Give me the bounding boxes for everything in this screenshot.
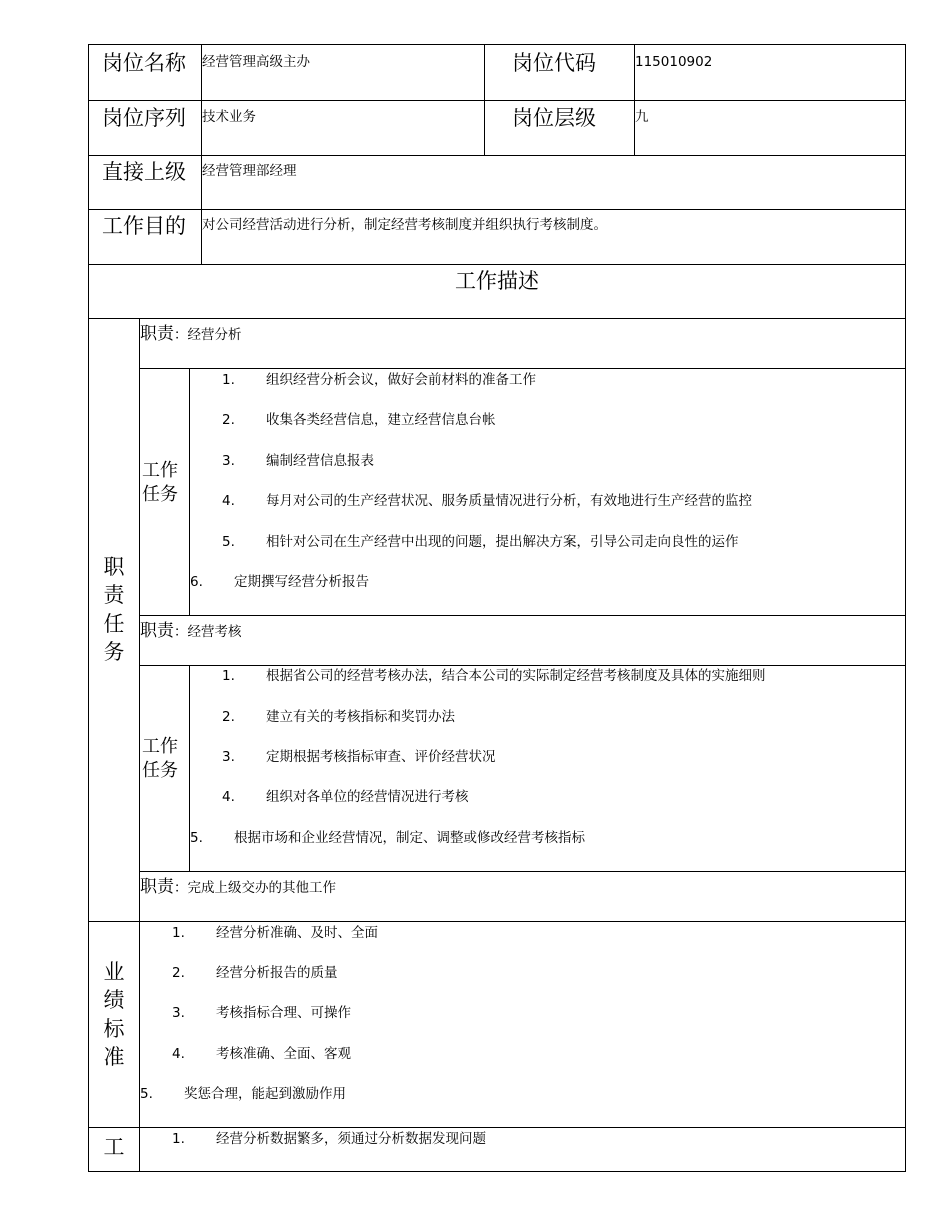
list-item: 6. 定期撰写经营分析报告 bbox=[190, 574, 369, 590]
superior-value: 经营管理部经理 bbox=[202, 163, 297, 179]
duty-title-text: ：经营分析 bbox=[174, 327, 242, 343]
purpose-value: 对公司经营活动进行分析，制定经营考核制度并组织执行考核制度。 bbox=[202, 217, 607, 233]
list-item: 4. 考核准确、全面、客观 bbox=[172, 1046, 351, 1062]
list-item: 3. 编制经营信息报表 bbox=[222, 453, 374, 469]
duty-title-text: ：经营考核 bbox=[174, 624, 242, 640]
list-item: 3. 考核指标合理、可操作 bbox=[172, 1005, 351, 1021]
position-code-value: 115010902 bbox=[635, 54, 713, 70]
list-item: 4. 每月对公司的生产经营状况、服务质量情况进行分析，有效地进行生产经营的监控 bbox=[222, 493, 752, 509]
last-section-label: 工 bbox=[103, 1135, 125, 1159]
list-item: 5. 相针对公司在生产经营中出现的问题，提出解决方案，引导公司走向良性的运作 bbox=[222, 534, 739, 550]
list-item: 1. 组织经营分析会议，做好会前材料的准备工作 bbox=[222, 372, 536, 388]
duties-section-label: 职责任务 bbox=[103, 555, 125, 665]
duty-prefix: 职责 bbox=[140, 324, 174, 344]
list-item: 2. 经营分析报告的质量 bbox=[172, 965, 338, 981]
list-item: 3. 定期根据考核指标审查、评价经营状况 bbox=[222, 749, 496, 765]
duty-title bbox=[140, 326, 242, 343]
task-label: 工作任务 bbox=[142, 460, 178, 506]
performance-label: 业绩标准 bbox=[103, 960, 125, 1070]
superior-label: 直接上级 bbox=[102, 160, 186, 184]
duty-title-text: ：完成上级交办的其他工作 bbox=[174, 880, 336, 896]
position-code-label: 岗位代码 bbox=[512, 51, 596, 75]
position-level-value: 九 bbox=[635, 109, 649, 125]
list-item: 1. 经营分析准确、及时、全面 bbox=[172, 925, 378, 941]
purpose-label: 工作目的 bbox=[102, 214, 186, 238]
duty-prefix: 职责 bbox=[140, 621, 174, 641]
position-level-label: 岗位层级 bbox=[512, 106, 596, 130]
duty-prefix: 职责 bbox=[140, 877, 174, 897]
position-seq-label: 岗位序列 bbox=[102, 106, 186, 130]
position-name-label: 岗位名称 bbox=[102, 51, 186, 75]
list-item: 2. 建立有关的考核指标和奖罚办法 bbox=[222, 709, 455, 725]
position-seq-value: 技术业务 bbox=[202, 109, 256, 125]
duty-title bbox=[140, 879, 336, 896]
list-item: 5. 根据市场和企业经营情况，制定、调整或修改经营考核指标 bbox=[190, 830, 585, 846]
list-item: 4. 组织对各单位的经营情况进行考核 bbox=[222, 789, 469, 805]
description-title: 工作描述 bbox=[455, 269, 539, 293]
list-item: 2. 收集各类经营信息，建立经营信息台帐 bbox=[222, 412, 496, 428]
list-item: 1. 根据省公司的经营考核办法，结合本公司的实际制定经营考核制度及具体的实施细则 bbox=[222, 668, 766, 684]
list-item: 1. 经营分析数据繁多，须通过分析数据发现问题 bbox=[172, 1131, 486, 1147]
list-item: 5. 奖惩合理，能起到激励作用 bbox=[140, 1086, 346, 1102]
duty-title bbox=[140, 623, 242, 640]
position-name-value: 经营管理高级主办 bbox=[202, 54, 310, 70]
task-label: 工作任务 bbox=[142, 736, 178, 782]
